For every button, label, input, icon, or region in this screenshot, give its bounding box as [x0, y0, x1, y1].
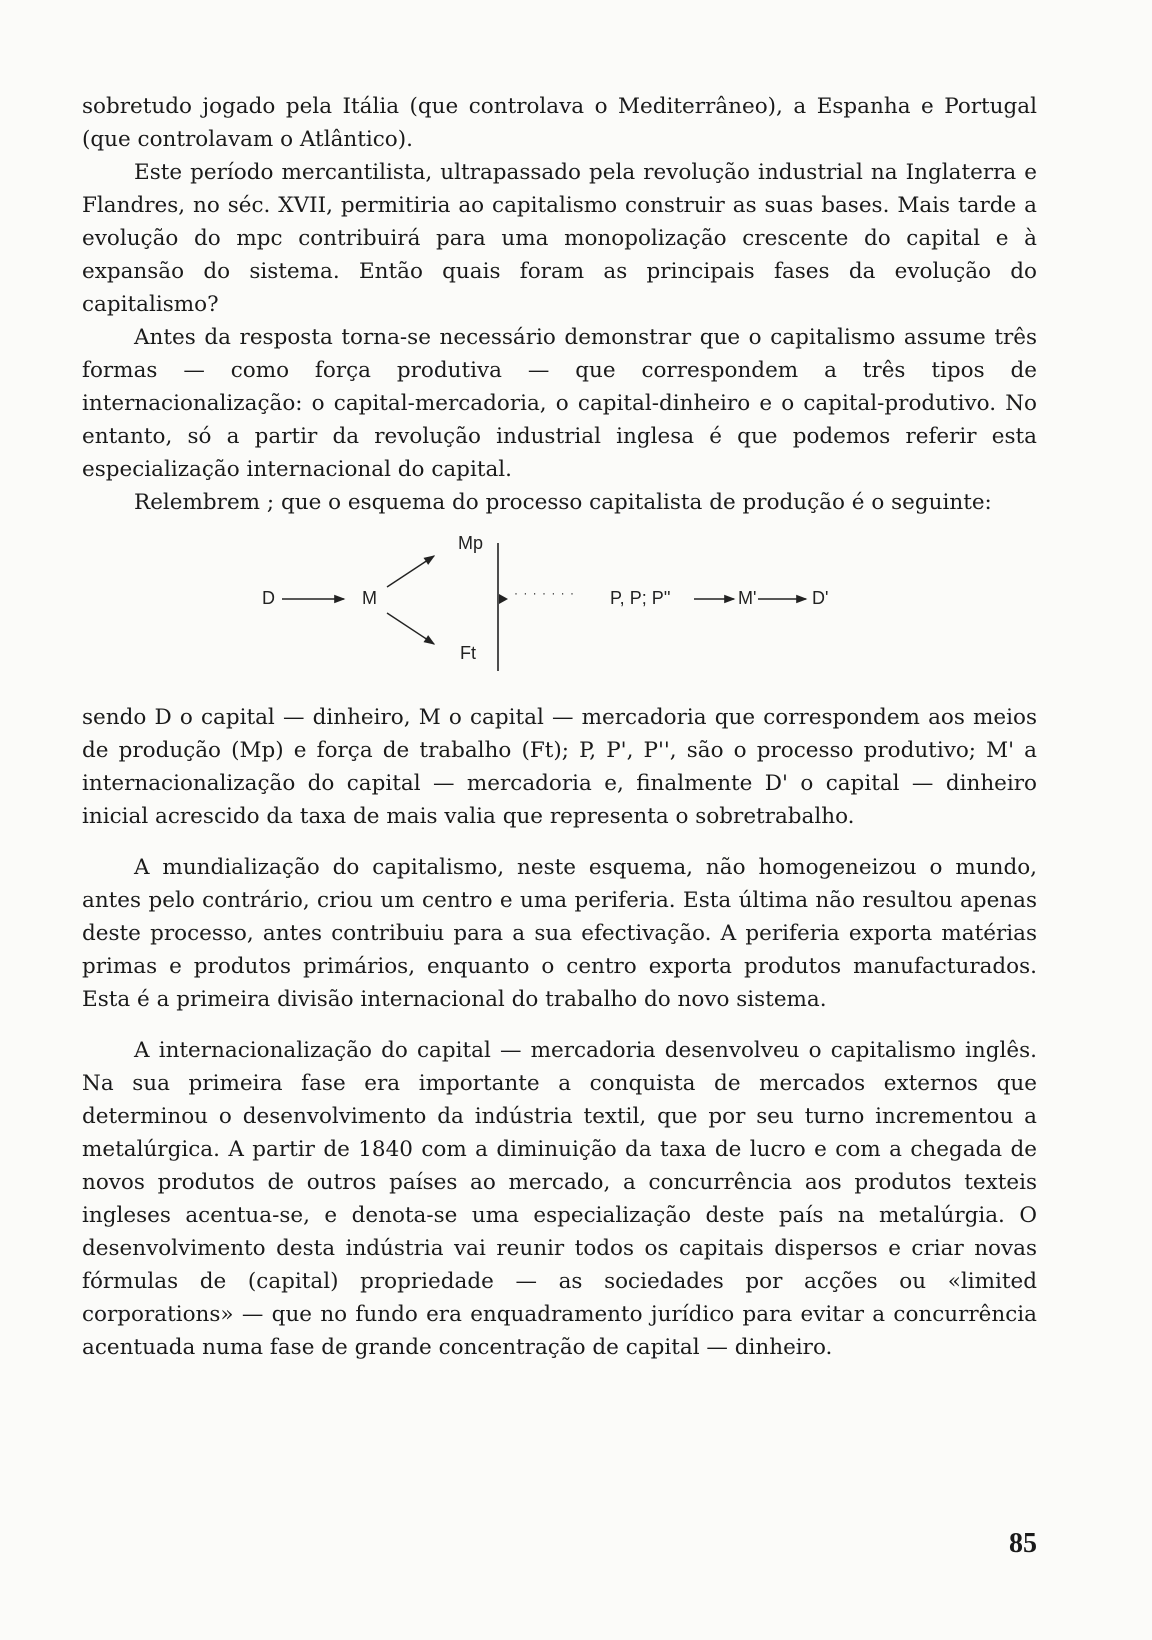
paragraph-mercantilist-period: Este período mercantilista, ultrapassado pela revolução industrial na Inglaterra e Flandres, no séc. XVII, permitiria ao capitalismo construir as suas bases. Mais tarde a evolução do mpc contribuirá para uma monopolização crescente do capital e à expansão do sistema. Então quais foram as principais fases da evolução do capitalismo?	[82, 160, 1037, 317]
diagram-label-p-sequence: P, P; P''	[610, 588, 671, 608]
diagram-label-ft: Ft	[460, 643, 476, 663]
diagram-label-m-prime: M'	[738, 588, 757, 608]
paragraph-three-forms: Antes da resposta torna-se necessário demonstrar que o capitalismo assume três formas — como força produtiva — que correspondem a três tipos de internacionalização: o capital-mercadoria, o capital-dinheiro e o capital-produtivo. No entanto, só a partir da revolução industrial inglesa é que podemos referir esta especialização internacional do capital.	[82, 325, 1037, 482]
diagram-label-d-prime: D'	[812, 588, 829, 608]
paragraph-continuation: sobretudo jogado pela Itália (que controlava o Mediterrâneo), a Espanha e Portugal (que controlavam o Atlântico).	[82, 94, 1037, 152]
diagram-label-d: D	[262, 588, 275, 608]
diagram-arrows	[82, 531, 1037, 681]
paragraph-english-capitalism: A internacionalização do capital — mercadoria desenvolveu o capitalismo inglês. Na sua primeira fase era importante a conquista de mercados externos que determinou o desenvolvimento da indústria textil, que por seu turno incrementou a metalúrgica. A partir de 1840 com a diminuição da taxa de lucro e com a chegada de novos produtos de outros países ao mercado, a concurrência aos produtos texteis ingleses acentua-se, e denota-se uma especialização deste país na metalúrgia. O desenvolvimento desta indústria vai reunir todos os capitais dispersos e criar novas fórmulas de (capital) propriedade — as sociedades por acções ou «limited corporations» — que no fundo era enquadramento jurídico para evitar a concurrência acentuada numa fase de grande concentração de capital — dinheiro.	[82, 1038, 1037, 1360]
diagram-label-m: M	[362, 588, 377, 608]
paragraph-center-periphery: A mundialização do capitalismo, neste esquema, não homogeneizou o mundo, antes pelo contrário, criou um centro e uma periferia. Esta última não resultou apenas deste processo, antes contribuiu para a sua efectivação. A periferia exporta matérias primas e produtos primários, enquanto o centro exporta produtos manufacturados. Esta é a primeira divisão internacional do trabalho do novo sistema.	[82, 855, 1037, 1012]
paragraph-scheme-intro: Relembrem ; que o esquema do processo capitalista de produção é o seguinte:	[134, 490, 992, 515]
paragraph-scheme-explanation: sendo D o capital — dinheiro, M o capital — mercadoria que correspondem aos meios de produção (Mp) e força de trabalho (Ft); P, P', P'', são o processo produtivo; M' a internacionalização do capital — mercadoria e, finalmente D' o capital — dinheiro inicial acrescido da taxa de mais valia que representa o sobretrabalho.	[82, 705, 1037, 829]
diagram-dots: · · · · · · ·	[514, 586, 575, 600]
diagram-label-mp: Mp	[458, 533, 484, 553]
production-scheme-diagram	[82, 531, 1037, 681]
page-number: 85	[1009, 1528, 1037, 1559]
document-page	[82, 90, 1037, 1364]
